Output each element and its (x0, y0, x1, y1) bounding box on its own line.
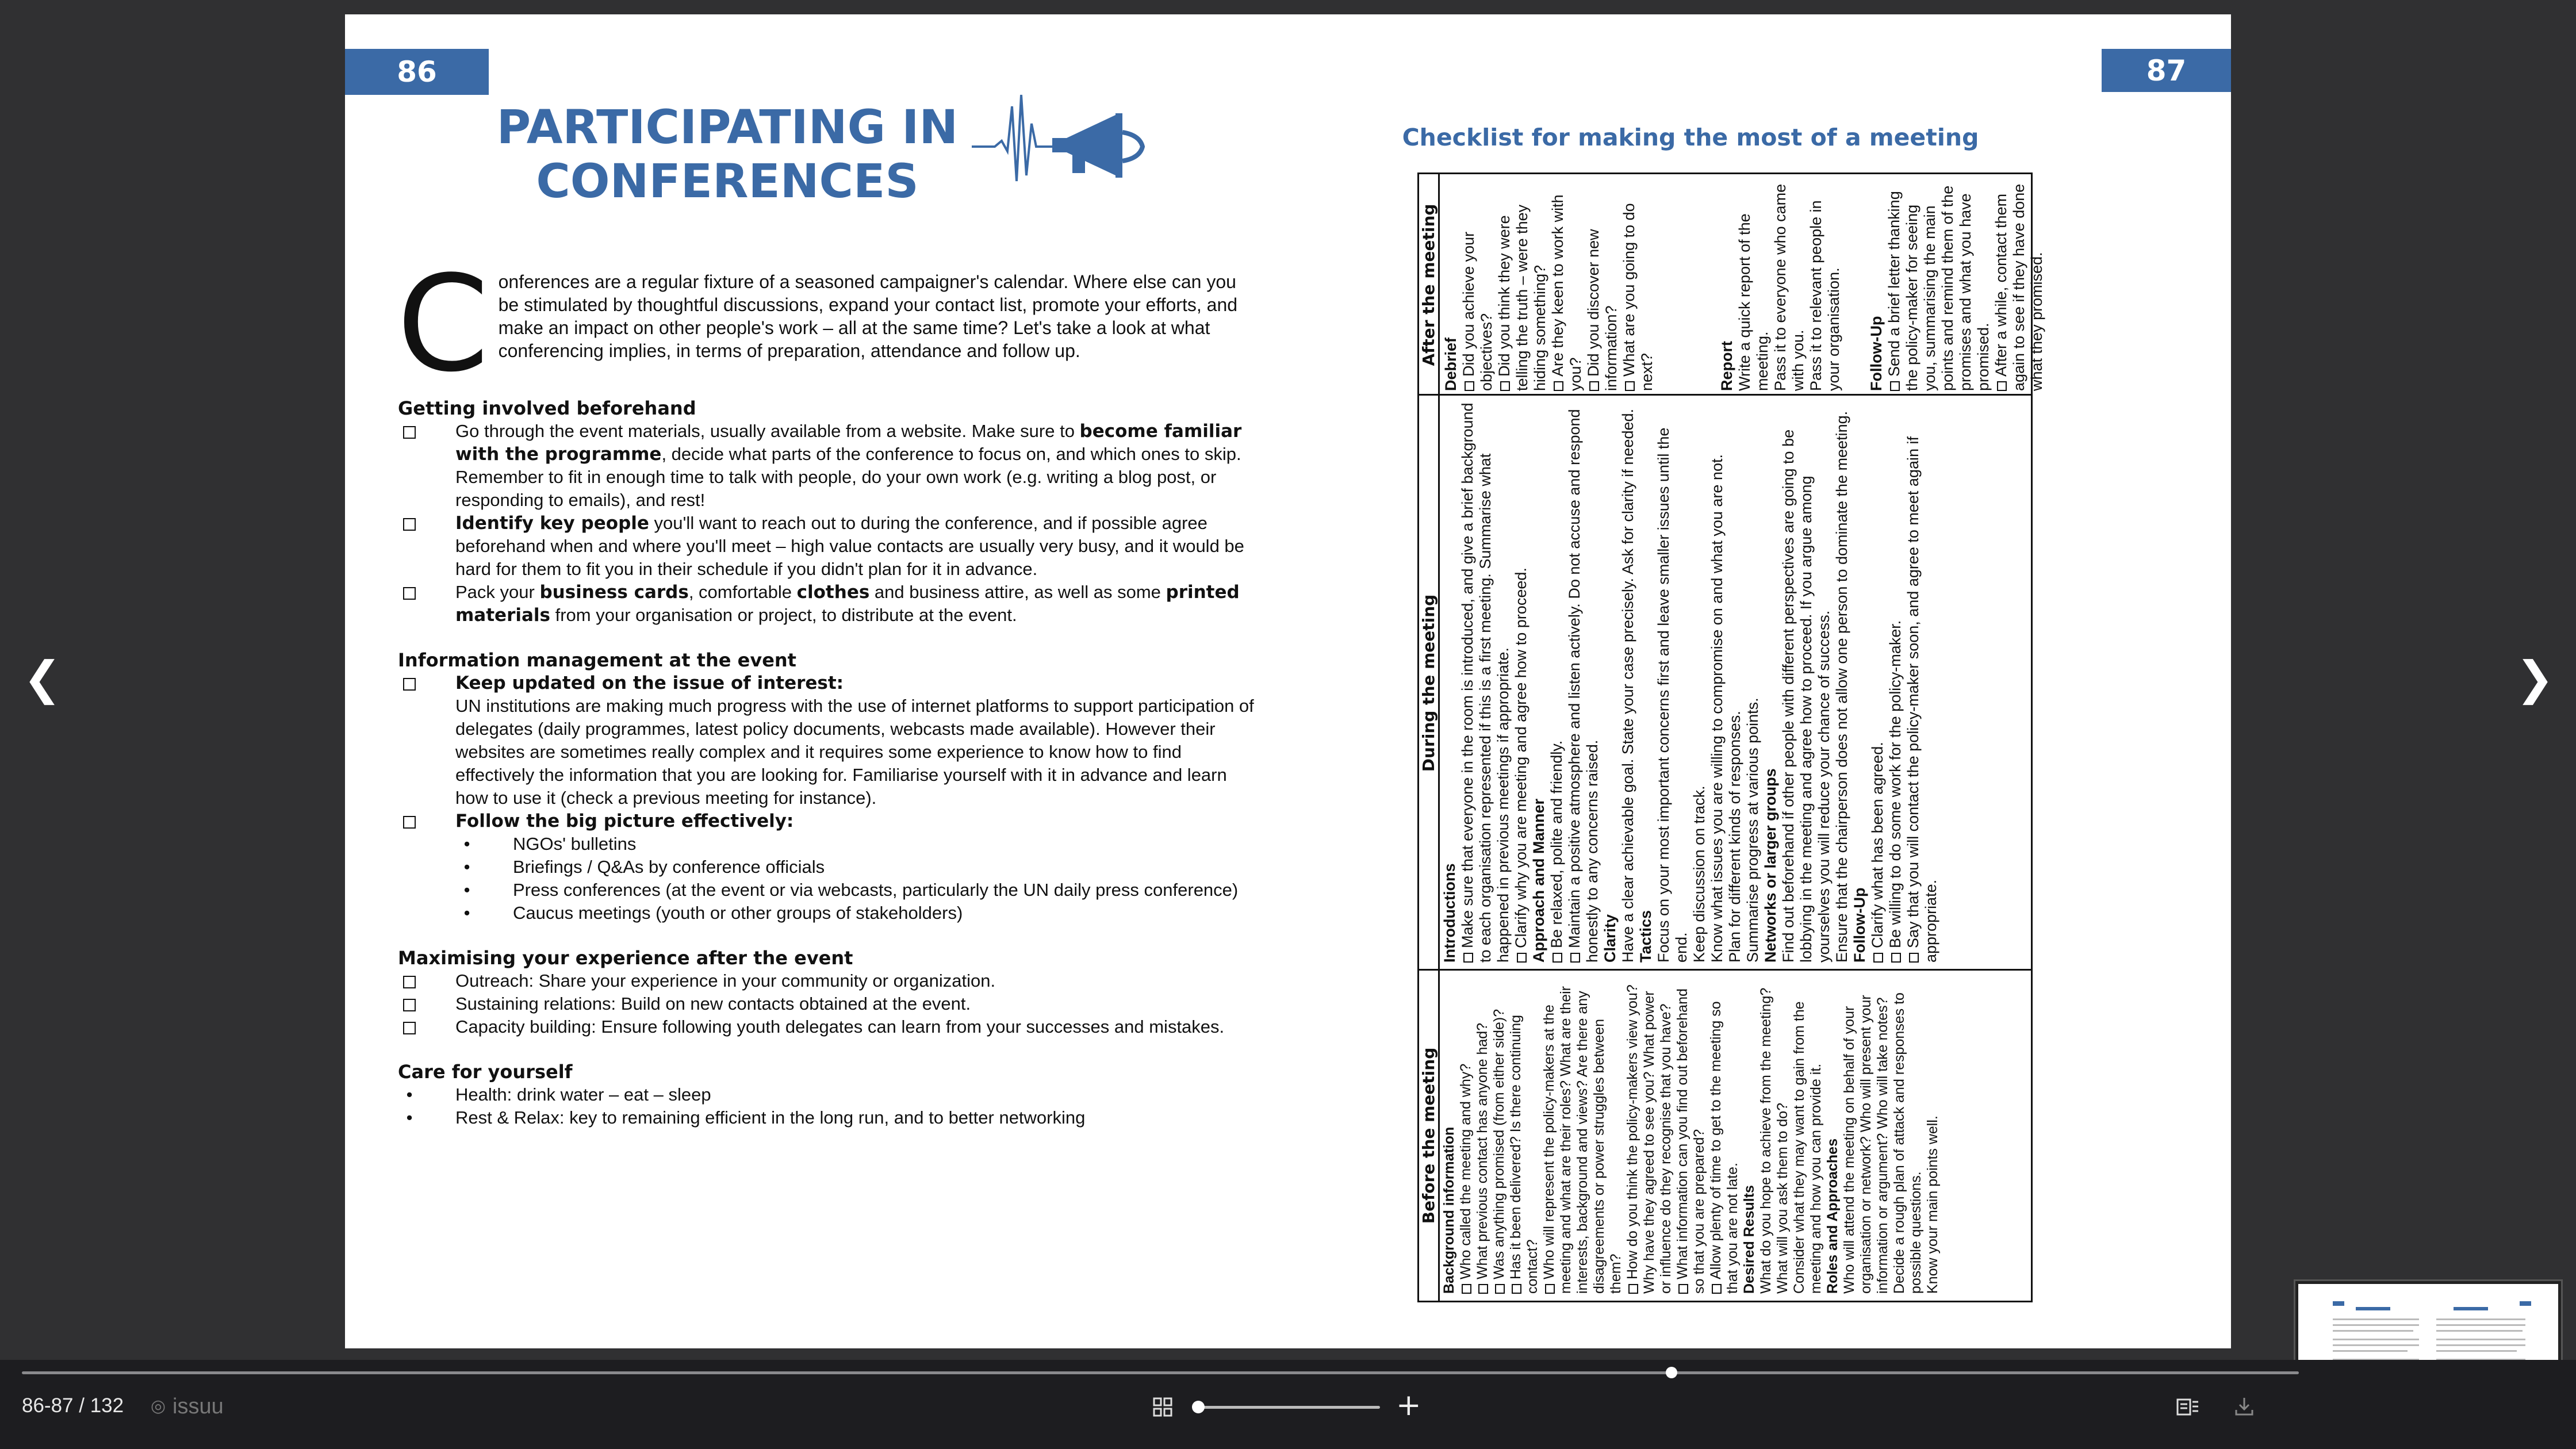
page-title (483, 101, 972, 209)
paragraph: UN institutions are making much progress with the use of internet platforms to support participation of delegates (daily programmes, latest policy documents, webcasts made available). However their websites are sometimes really complex and it requires some experience to know how to find effectively the information that you are looking for. Familiarise yourself with it in advance and learn how to use it (check a previous meeting for instance). (455, 696, 1254, 808)
intro-text: onferences are a regular fixture of a seasoned campaigner's calendar. Where else can you be stimulated by thoughtful discussions, expand your contact list, promote your efforts, and make an impact on other people's work – all at the same time? Let's take a look at what conferencing implies, in terms of preparation, attendance and follow up. (498, 271, 1238, 361)
section-heading: Getting involved beforehand (398, 397, 696, 419)
page-scrubber-handle[interactable] (1666, 1367, 1677, 1378)
checklist-item: Identify key people you'll want to reach out to during the conference, and if possible agree beforehand when and where you'll meet – high value contacts are usually very busy, and it would be hard for them to fit you in their schedule if you didn't plan for it in advance. (398, 512, 1260, 581)
checklist-item: Outreach: Share your experience in your community or organization. (398, 969, 1260, 992)
page-number-right: 87 (2102, 49, 2231, 92)
issuu-logo-icon[interactable]: ◎ (151, 1396, 166, 1416)
column-heading: After the meeting (1419, 204, 1438, 366)
page-scrubber-track[interactable] (22, 1371, 2299, 1374)
reader-mode-icon[interactable] (2176, 1397, 2199, 1417)
next-page-icon[interactable]: ❯ (2516, 651, 2555, 705)
zoom-slider-track[interactable] (1196, 1406, 1380, 1409)
bullet-item: • NGOs' bulletins (463, 834, 637, 854)
section-heading: Maximising your experience after the event (398, 947, 853, 969)
checklist-item: Go through the event materials, usually available from a website. Make sure to become familiar with the programme, decide what parts of the conference to focus on, and which ones to skip. Remember to fit in enough time to talk with people, do your own work (e.g. writing a blog post, or responding to emails), and rest! (398, 420, 1260, 512)
checkbox-icon (403, 1022, 416, 1034)
page-number-left: 86 (345, 49, 489, 95)
prev-page-icon[interactable]: ❮ (23, 651, 62, 705)
download-icon[interactable] (2234, 1396, 2255, 1417)
checklist-item: Capacity building: Ensure following youth delegates can learn from your successes and mistakes. (398, 1015, 1260, 1038)
checkbox-icon (403, 587, 416, 600)
megaphone-icon (972, 83, 1213, 181)
bullet-item: • Press conferences (at the event or via webcasts, particularly the UN daily press conference) (463, 880, 1239, 900)
intro-paragraph (397, 248, 1248, 401)
checkbox-icon (403, 976, 416, 988)
grid-view-icon[interactable] (1153, 1397, 1172, 1417)
checkbox-icon (403, 518, 416, 531)
bullet-item: • Briefings / Q&As by conference officials (463, 857, 825, 877)
title-line-1: PARTICIPATING IN (496, 101, 959, 155)
checkbox-icon (403, 999, 416, 1011)
section-heading: Information management at the event (398, 649, 796, 671)
title-line-2: CONFERENCES (536, 155, 919, 209)
zoom-in-icon[interactable]: + (1396, 1388, 1421, 1423)
checkbox-icon (403, 816, 416, 829)
checkbox-icon (403, 426, 416, 439)
checklist-table (1417, 172, 2045, 1302)
bullet-item: • Rest & Relax: key to remaining efficient in the long run, and to better networking (406, 1107, 1086, 1128)
bullet-item: • Health: drink water – eat – sleep (406, 1084, 711, 1105)
checklist-title: Checklist for making the most of a meeting (1402, 124, 1979, 151)
checklist-item: Pack your business cards, comfortable clothes and business attire, as well as some printed materials from your organisation or project, to distribute at the event. (398, 581, 1260, 627)
page-indicator: 86-87 / 132 (22, 1394, 124, 1417)
zoom-slider-handle[interactable] (1192, 1401, 1205, 1413)
issuu-brand[interactable]: issuu (172, 1394, 224, 1419)
during-meeting-column: During the meeting Introductions Make sure that everyone in the room is introduced, and give a brief background to each organisation represented if this is a first meeting. Summarise what happened in previous meetings if appropriate. Clarify why you are meeting and agree how to proceed. Approach and Manner Be relaxed, polite and friendly. Maintain a positive atmosphere and listen actively. Do not accuse and respond honestly to any concerns raised. Clarity Have a clear achievable goal. State your case precisely. Ask for clarity if needed. Tactics Focus on your most important concerns first and leave smaller issues until the end. Keep discussion on track. Know what issues you are willing to compromise on and what you are not. Plan for different kinds of responses. Summarise progress at various points. Networks or larger groups Find out beforehand if other people with different perspectives are going to be lobbying in the meeting and agree how to proceed. If you argue among yourselves you will reduce your chance of success. Ensure that the chairperson does not allow one person to dominate the meeting. Follow-Up Clarify what has been agreed. Be willing to do some work for the policy-maker. Say that you will contact the policy-maker soon, and agree to meet again if appropriate. (1419, 396, 2031, 971)
checklist-item: Sustaining relations: Build on new contacts obtained at the event. (398, 992, 1260, 1015)
column-heading: During the meeting (1419, 594, 1438, 772)
checklist-item: Follow the big picture effectively: (398, 810, 1260, 833)
checklist-item: Keep updated on the issue of interest: (398, 672, 1260, 695)
after-meeting-column: After the meeting Debrief Did you achieve your objectives? Did you think they were telling the truth – were they hiding something? Are they keen to work with you? Did you discover new information? What are you going to do next? Report Write a quick report of the meeting. Pass it to everyone who came with you. Pass it to relevant people in your organisation. Follow-Up Send a brief letter thanking the policy-maker for seeing you, summarising the main points and remind them of the promises and what you have promised. After a while, contact them again to see if they have done what they promised. (1419, 174, 2031, 396)
left-body (398, 397, 1260, 1129)
before-meeting-column: Before the meeting Background information Who called the meeting and why? What previous contact has anyone had? Was anything promised (from either side)? Has it been delivered? Is there continuing contact? Who will represent the policy-makers at the meeting and what are their roles? What are their interests, background and views? Are there any disagreements or power struggles between them? How do you think the policy-makers view you? Why have they agreed to see you? What power or influence do they recognise that you have? What information can you find out beforehand so that you are prepared? Allow plenty of time to get to the meeting so that you are not late. Desired Results What do you hope to achieve from the meeting? What will you ask them to do? Consider what they may want to gain from the meeting and how you can provide it. Roles and Approaches Who will attend the meeting on behalf of your organisation or network? Who will present your information or argument? Who will take notes? Decide a rough plan of attack and responses to possible questions. Know your main points well. (1419, 971, 2031, 1301)
bullet-item: • Caucus meetings (youth or other groups of stakeholders) (463, 903, 963, 923)
checkbox-icon (403, 678, 416, 691)
column-heading: Before the meeting (1419, 1047, 1438, 1224)
left-page (345, 14, 1288, 1348)
section-heading: Care for yourself (398, 1061, 573, 1083)
drop-cap: C (397, 248, 489, 401)
right-page (1288, 14, 2231, 1348)
